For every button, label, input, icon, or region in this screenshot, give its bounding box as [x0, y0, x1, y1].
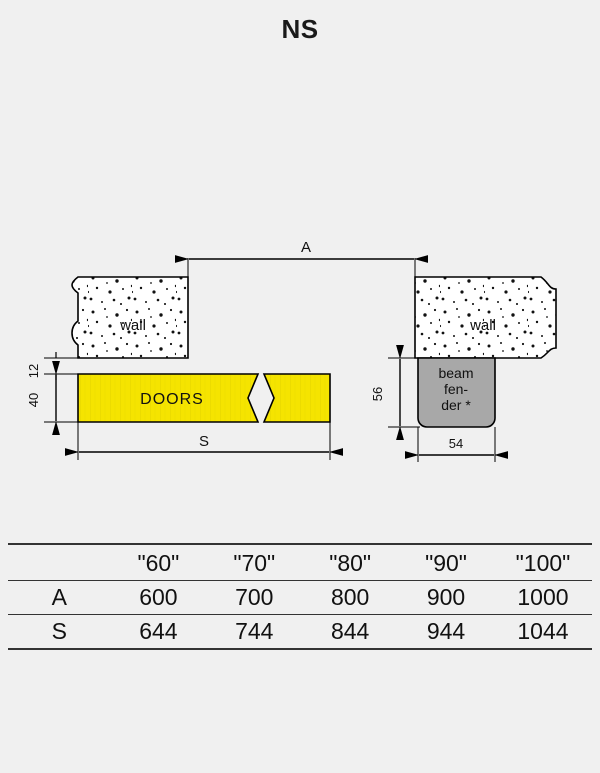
- table-header-col-1: "70": [206, 544, 302, 581]
- spec-table: [8, 543, 592, 650]
- table-cell-s-1: 744: [206, 615, 302, 650]
- table-corner-cell: [8, 544, 110, 581]
- table-header-col-0: "60": [110, 544, 206, 581]
- dimension-a: [188, 239, 415, 282]
- page-title: NS: [281, 14, 319, 44]
- dimension-56: [370, 358, 420, 427]
- dimension-a-label: A: [300, 239, 312, 256]
- table-header-row: [8, 544, 592, 581]
- spec-table-container: [8, 543, 592, 650]
- dimension-54-label: 54: [448, 436, 464, 451]
- dimension-s: [78, 422, 330, 460]
- table-cell-a-0: 600: [110, 581, 206, 615]
- table-cell-a-3: 900: [398, 581, 494, 615]
- dimension-54: [418, 427, 495, 462]
- table-cell-s-0: 644: [110, 615, 206, 650]
- dimension-40-label: 40: [26, 392, 41, 408]
- table-header-col-4: "100": [494, 544, 592, 581]
- table-row-label-s: S: [8, 615, 110, 650]
- table-cell-a-2: 800: [302, 581, 398, 615]
- beam-fender-label-line2: fen-: [443, 381, 469, 397]
- table-row-label-a: A: [8, 581, 110, 615]
- wall-label-left: wall: [120, 317, 146, 334]
- table-cell-s-3: 944: [398, 615, 494, 650]
- dimension-12-label: 12: [26, 363, 41, 379]
- dimension-40: [26, 375, 80, 422]
- table-cell-a-1: 700: [206, 581, 302, 615]
- table-cell-a-4: 1000: [494, 581, 592, 615]
- table-header-col-3: "90": [398, 544, 494, 581]
- doors-label: DOORS: [140, 391, 204, 408]
- beam-fender-label-line1: beam: [438, 365, 474, 381]
- beam-fender: [418, 358, 495, 427]
- beam-fender-label-line3: der *: [441, 397, 471, 413]
- left-wall-block: [72, 277, 188, 358]
- dimension-s-label: S: [198, 433, 210, 450]
- wall-label-right: wall: [470, 317, 496, 334]
- table-cell-s-4: 1044: [494, 615, 592, 650]
- right-wall-block: [415, 277, 556, 358]
- table-row: [8, 581, 592, 615]
- dimension-56-label: 56: [370, 386, 385, 402]
- table-cell-s-2: 844: [302, 615, 398, 650]
- table-header-col-2: "80": [302, 544, 398, 581]
- doors-bar: [78, 374, 330, 422]
- table-row: [8, 615, 592, 650]
- dimension-12: [26, 352, 80, 380]
